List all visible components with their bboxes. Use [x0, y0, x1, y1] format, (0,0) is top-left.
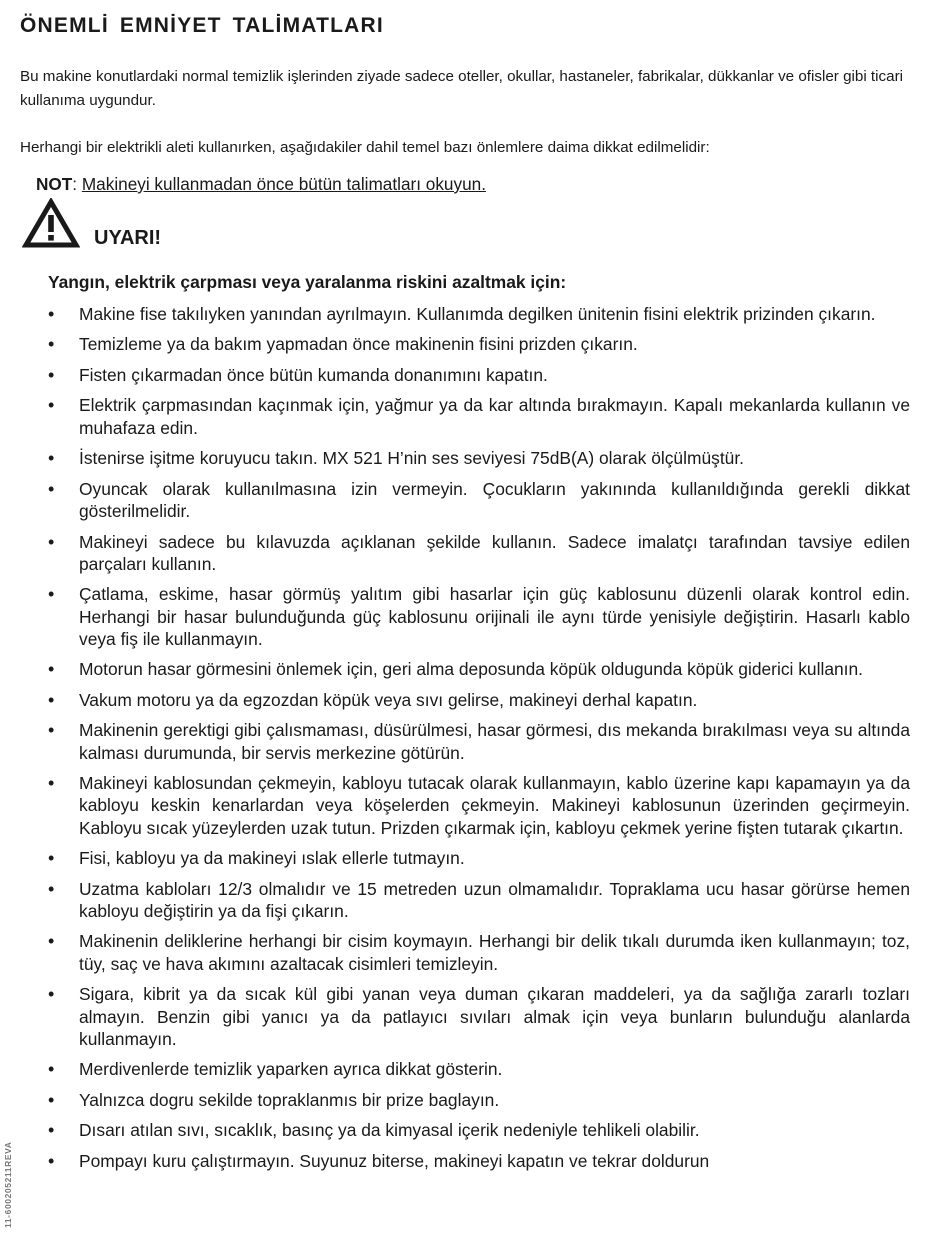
- instruction-item: [48, 719, 910, 764]
- instruction-item: [48, 1058, 910, 1080]
- instruction-text: Dısarı atılan sıvı, sıcaklık, basınç ya da kimyasal içerik nedeniyle tehlikeli olabilir.: [79, 1120, 700, 1141]
- bullet-icon: •: [48, 720, 55, 741]
- instruction-text: Makinenin deliklerine herhangi bir cisim koymayın. Herhangi bir delik tıkalı durumda iken kullanmayın; toz, tüy, saç ve hava akımını azaltacak cisimleri temizleyin.: [79, 931, 910, 974]
- instruction-item: [48, 772, 910, 839]
- instruction-item: [48, 983, 910, 1050]
- instruction-item: [48, 878, 910, 923]
- bullet-icon: •: [48, 1059, 55, 1080]
- instruction-list: [48, 303, 910, 1180]
- bullet-icon: •: [48, 689, 55, 710]
- instruction-item: [48, 930, 910, 975]
- instruction-text: Fisi, kabloyu ya da makineyi ıslak ellerle tutmayın.: [79, 848, 465, 869]
- warning-label: UYARI!: [94, 227, 162, 249]
- note-separator: :: [72, 174, 82, 194]
- instruction-text: Fisten çıkarmadan önce bütün kumanda donanımını kapatın.: [79, 364, 548, 385]
- instruction-text: Sigara, kibrit ya da sıcak kül gibi yanan veya duman çıkaran maddeleri, ya da sağlığa zararlı tozları almayın. Benzin gibi yanıcı ya da patlayıcı sıvıları almak için veya bunların bulunduğu alanlarda kullanmayın.: [79, 984, 910, 1049]
- bullet-icon: •: [48, 931, 55, 952]
- instruction-item: [48, 1150, 910, 1172]
- instruction-text: İstenirse işitme koruyucu takın. MX 521 H’nin ses seviyesi 75dB(A) olarak ölçülmüştür.: [79, 448, 744, 469]
- bullet-icon: •: [48, 304, 55, 324]
- instruction-item: [48, 531, 910, 576]
- bullet-icon: •: [48, 878, 55, 899]
- warning-triangle-icon: [22, 198, 80, 250]
- instruction-text: Pompayı kuru çalıştırmayın. Suyunuz biterse, makineyi kapatın ve tekrar doldurun: [79, 1150, 710, 1171]
- instruction-text: Yalnızca dogru sekilde topraklanmıs bir prize baglayın.: [79, 1089, 500, 1110]
- note-text: Makineyi kullanmadan önce bütün talimatları okuyun.: [81, 174, 486, 194]
- bullet-icon: •: [48, 1150, 55, 1171]
- bullet-icon: •: [48, 848, 55, 869]
- bullet-icon: •: [48, 584, 55, 605]
- bullet-icon: •: [48, 773, 55, 794]
- bullet-icon: •: [48, 1120, 55, 1141]
- bullet-icon: •: [48, 334, 55, 355]
- instruction-text: Temizleme ya da bakım yapmadan önce makinenin fisini prizden çıkarın.: [79, 334, 638, 355]
- instruction-item: [48, 447, 910, 469]
- instruction-item: [48, 333, 910, 355]
- instruction-text: Oyuncak olarak kullanılmasına izin vermeyin. Çocukların yakınında kullanıldığında gerekli dikkat gösterilmelidir.: [79, 478, 910, 522]
- bullet-icon: •: [48, 531, 55, 552]
- instruction-item: [48, 847, 910, 869]
- instruction-item: [48, 689, 910, 711]
- instruction-text: Makine fise takılıyken yanından ayrılmayın. Kullanımda degilken ünitenin fisini elektrik prizinden çıkarın.: [79, 304, 876, 324]
- warning-subheading: Yangın, elektrik çarpması veya yaralanma riskini azaltmak için:: [48, 272, 567, 292]
- bullet-icon: •: [48, 364, 55, 385]
- bullet-icon: •: [48, 659, 55, 680]
- instruction-text: Elektrik çarpmasından kaçınmak için, yağmur ya da kar altında bırakmayın. Kapalı mekanlarda kullanın ve muhafaza edin.: [79, 395, 910, 438]
- instruction-text: Makineyi sadece bu kılavuzda açıklanan şekilde kullanın. Sadece imalatçı tarafından tavsiye edilen parçaları kullanın.: [79, 531, 910, 574]
- instruction-item: [48, 1089, 910, 1111]
- instruction-item: [48, 394, 910, 439]
- document-code: 11-600205211REVA: [3, 1141, 13, 1228]
- instruction-item: [48, 658, 910, 680]
- general-notice-paragraph: Herhangi bir elektrikli aleti kullanırken, aşağıdakiler dahil temel bazı önlemlere daima dikkat edilmelidir:: [20, 139, 710, 156]
- bullet-icon: •: [48, 1089, 55, 1110]
- instruction-text: Uzatma kabloları 12/3 olmalıdır ve 15 metreden uzun olmamalıdır. Topraklama ucu hasar görürse hemen kabloyu değiştirin ya da fişi çıkarın.: [79, 878, 910, 921]
- bullet-icon: •: [48, 395, 55, 416]
- note-line: [36, 173, 486, 195]
- instruction-text: Vakum motoru ya da egzozdan köpük veya sıvı gelirse, makineyi derhal kapatın.: [79, 689, 698, 710]
- instruction-text: Makineyi kablosundan çekmeyin, kabloyu tutacak olarak kullanmayın, kablo üzerine kapı kapamayın ya da kabloyu keskin kenarlardan veya köşelerden çekmeyin. Makineyi kablosunun üzerinden geçirmeyin. Kabloyu sıcak yüzeylerden uzak tutun. Prizden çıkarmak için, kabloyu çekmek yerine fişten tutarak çıkartın.: [79, 773, 910, 838]
- instruction-item: [48, 364, 910, 386]
- instruction-text: Motorun hasar görmesini önlemek için, geri alma deposunda köpük oldugunda köpük giderici kullanın.: [79, 659, 864, 680]
- instruction-item: [48, 583, 910, 650]
- bullet-icon: •: [48, 478, 55, 499]
- page-title: ÖNEMLİ EMNİYET TALİMATLARI: [20, 14, 384, 37]
- instruction-text: Merdivenlerde temizlik yaparken ayrıca dikkat gösterin.: [79, 1059, 503, 1080]
- instruction-item: [48, 1119, 910, 1141]
- note-label: NOT: [36, 174, 73, 194]
- instruction-item: [48, 478, 910, 523]
- instruction-text: Makinenin gerektigi gibi çalısmaması, düsürülmesi, hasar görmesi, dıs mekanda bırakılması veya su altında kalması durumunda, bir servis merkezine götürün.: [79, 720, 910, 763]
- bullet-icon: •: [48, 448, 55, 469]
- instruction-item: [48, 303, 910, 325]
- intro-paragraph: Bu makine konutlardaki normal temizlik işlerinden ziyade sadece oteller, okullar, hastaneler, fabrikalar, dükkanlar ve ofisler gibi ticari kullanıma uygundur.: [20, 68, 904, 109]
- instruction-text: Çatlama, eskime, hasar görmüş yalıtım gibi hasarlar için güç kablosunu düzenli olarak kontrol edin. Herhangi bir hasar bulunduğunda güç kablosunu orijinali ile aynı türde yenisiyle değiştirin. Hasarlı kablo veya fiş ile kullanmayın.: [79, 584, 910, 649]
- bullet-icon: •: [48, 984, 55, 1005]
